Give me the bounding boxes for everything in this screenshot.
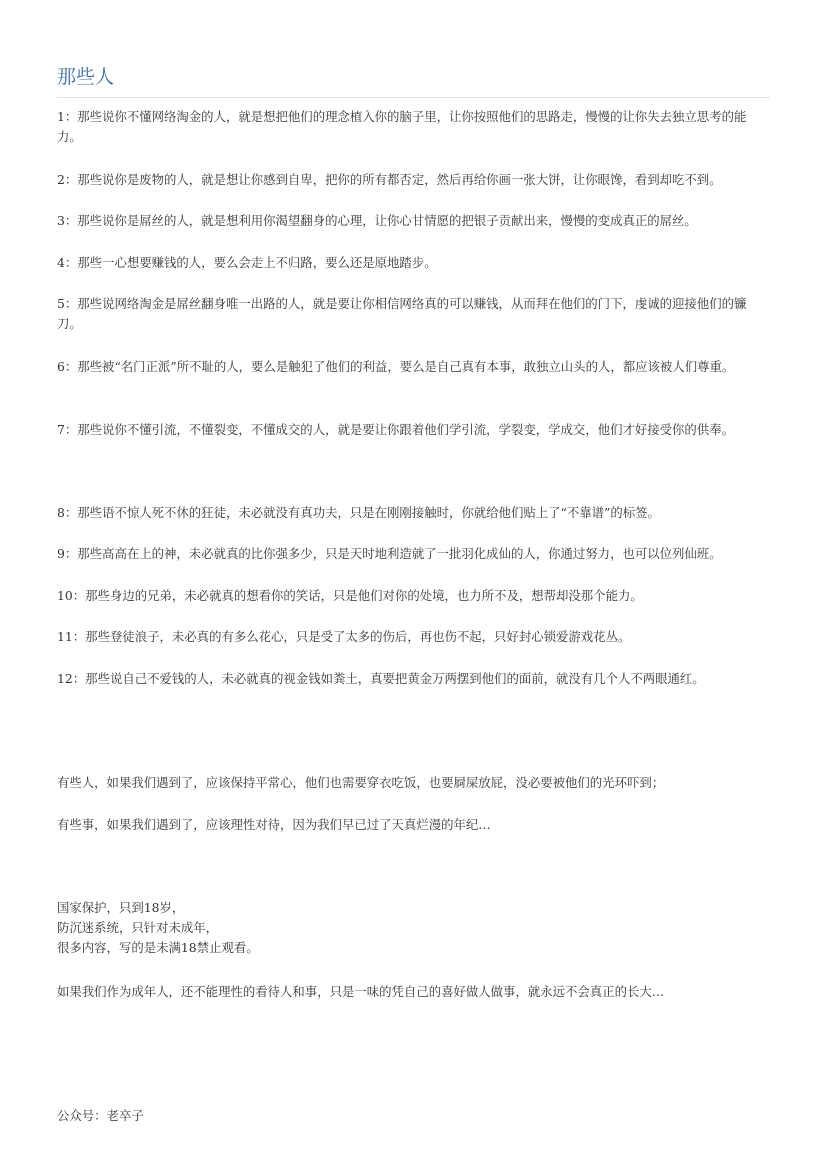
paragraph-3: 3：那些说你是屌丝的人，就是想利用你渴望翻身的心理，让你心甘情愿的把银子贡献出来，慢慢的变成真正的屌丝。 xyxy=(57,213,697,228)
closing-paragraph-people: 有些人，如果我们遇到了，应该保持平常心，他们也需要穿衣吃饭，也要屙屎放屁，没必要被他们的光环吓到； xyxy=(57,775,665,790)
paragraph-5: 5：那些说网络淘金是屌丝翻身唯一出路的人，就是要让你相信网络真的可以赚钱，从而拜在他们的门下，虔诚的迎接他们的镰刀。 xyxy=(57,296,747,331)
closing-paragraph-things: 有些事，如果我们遇到了，应该理性对待，因为我们早已过了天真烂漫的年纪… xyxy=(57,817,491,832)
paragraph-11: 11：那些登徒浪子，未必真的有多么花心，只是受了太多的伤后，再也伤不起，只好封心锁爱游戏花丛。 xyxy=(57,629,631,644)
paragraph-12: 12：那些说自己不爱钱的人，未必就真的视金钱如粪土，真要把黄金万两摆到他们的面前，就没有几个人不两眼通红。 xyxy=(57,671,705,686)
page-title: 那些人 xyxy=(57,66,115,88)
paragraph-8: 8：那些语不惊人死不休的狂徒，未必就没有真功夫，只是在刚刚接触时，你就给他们贴上了“不靠谱”的标签。 xyxy=(57,505,660,520)
protection-line-1: 国家保护，只到18岁， xyxy=(57,900,185,915)
paragraph-7: 7：那些说你不懂引流，不懂裂变，不懂成交的人，就是要让你跟着他们学引流，学裂变，学成交，他们才好接受你的供奉。 xyxy=(57,422,734,437)
paragraph-4: 4：那些一心想要赚钱的人，要么会走上不归路，要么还是原地踏步。 xyxy=(57,255,437,270)
protection-line-3: 很多内容，写的是未满18禁止观看。 xyxy=(57,940,259,955)
title-divider xyxy=(57,97,770,98)
paragraph-6: 6：那些被“名门正派”所不耻的人，要么是触犯了他们的利益，要么是自己真有本事，敢独立山头的人，都应该被人们尊重。 xyxy=(57,359,735,374)
protection-line-2: 防沉迷系统，只针对未成年， xyxy=(57,920,219,935)
paragraph-10: 10：那些身边的兄弟，未必就真的想看你的笑话，只是他们对你的处境，也力所不及，想帮却没那个能力。 xyxy=(57,588,643,603)
paragraph-2: 2：那些说你是废物的人，就是想让你感到自卑，把你的所有都否定，然后再给你画一张大饼，让你眼馋，看到却吃不到。 xyxy=(57,172,722,187)
paragraph-9: 9：那些高高在上的神，未必就真的比你强多少，只是天时地利造就了一批羽化成仙的人，你通过努力，也可以位列仙班。 xyxy=(57,546,722,561)
paragraph-1: 1：那些说你不懂网络淘金的人，就是想把他们的理念植入你的脑子里，让你按照他们的思路走，慢慢的让你失去独立思考的能力。 xyxy=(57,109,747,144)
wechat-signature: 公众号：老卒子 xyxy=(57,1108,144,1123)
final-paragraph: 如果我们作为成年人，还不能理性的看待人和事，只是一味的凭自己的喜好做人做事，就永远不会真正的长大… xyxy=(57,984,665,999)
